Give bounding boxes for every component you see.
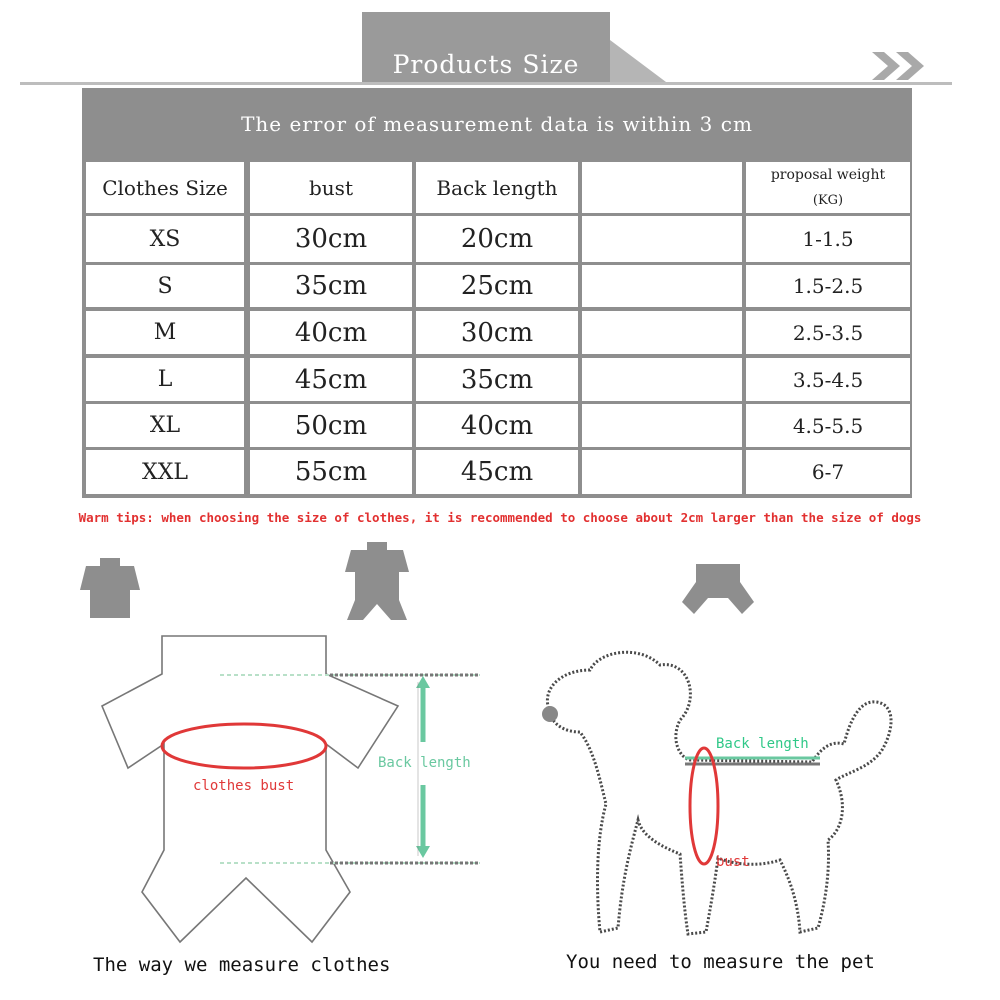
table-cell-back-length: 40cm	[416, 404, 578, 447]
dog-suit-icon	[345, 542, 409, 624]
table-cell-weight: 3.5-4.5	[746, 358, 910, 401]
pet-caption: You need to measure the pet	[566, 951, 875, 973]
table-cell-size: M	[86, 311, 244, 354]
table-cell-weight: 6-7	[746, 450, 910, 494]
double-chevron-right-icon	[868, 48, 932, 84]
table-cell-empty	[582, 358, 742, 401]
table-cell-weight: 4.5-5.5	[746, 404, 910, 447]
table-cell-empty	[582, 450, 742, 494]
table-cell-back-length: 30cm	[416, 311, 578, 354]
table-cell-weight: 1-1.5	[746, 216, 910, 262]
table-cell-bust: 50cm	[250, 404, 412, 447]
table-cell-weight: 1.5-2.5	[746, 265, 910, 307]
table-banner: The error of measurement data is within 3 cm	[241, 112, 753, 136]
table-cell-back-length: 25cm	[416, 265, 578, 307]
table-cell-empty	[582, 311, 742, 354]
table-cell-bust: 45cm	[250, 358, 412, 401]
column-header-proposal-weight	[746, 162, 910, 213]
table-cell-bust: 55cm	[250, 450, 412, 494]
table-cell-back-length: 35cm	[416, 358, 578, 401]
pet-back-length-label: Back length	[716, 736, 809, 752]
table-cell-empty	[582, 265, 742, 307]
table-cell-size: S	[86, 265, 244, 307]
table-cell-bust: 35cm	[250, 265, 412, 307]
pet-diagram	[530, 640, 910, 950]
table-cell-back-length: 20cm	[416, 216, 578, 262]
column-header-clothes-size: Clothes Size	[86, 162, 244, 213]
proposal-weight-unit: (KG)	[812, 193, 844, 208]
column-header-empty	[582, 162, 742, 213]
warm-tips: Warm tips: when choosing the size of clothes, it is recommended to choose about 2cm larger than the size of dogs	[78, 510, 922, 525]
column-header-bust: bust	[250, 162, 412, 213]
clothes-back-length-label: Back length	[378, 755, 471, 771]
clothes-caption: The way we measure clothes	[93, 954, 391, 976]
table-cell-empty	[582, 404, 742, 447]
dog-legs-icon	[682, 564, 754, 614]
clothes-bust-label: clothes bust	[193, 778, 295, 794]
table-cell-empty	[582, 216, 742, 262]
clothes-diagram	[100, 630, 490, 960]
table-cell-bust: 30cm	[250, 216, 412, 262]
table-cell-size: XS	[86, 216, 244, 262]
table-cell-size: XL	[86, 404, 244, 447]
table-cell-bust: 40cm	[250, 311, 412, 354]
table-cell-weight: 2.5-3.5	[746, 311, 910, 354]
column-header-back-length: Back length	[416, 162, 578, 213]
table-cell-back-length: 45cm	[416, 450, 578, 494]
pet-bust-label: bust	[716, 854, 750, 870]
shirt-front-icon	[80, 556, 140, 620]
proposal-weight-label: proposal weight	[770, 167, 886, 183]
table-cell-size: XXL	[86, 450, 244, 494]
page-title: Products Size	[392, 50, 580, 79]
header-divider	[20, 82, 952, 85]
table-cell-size: L	[86, 358, 244, 401]
